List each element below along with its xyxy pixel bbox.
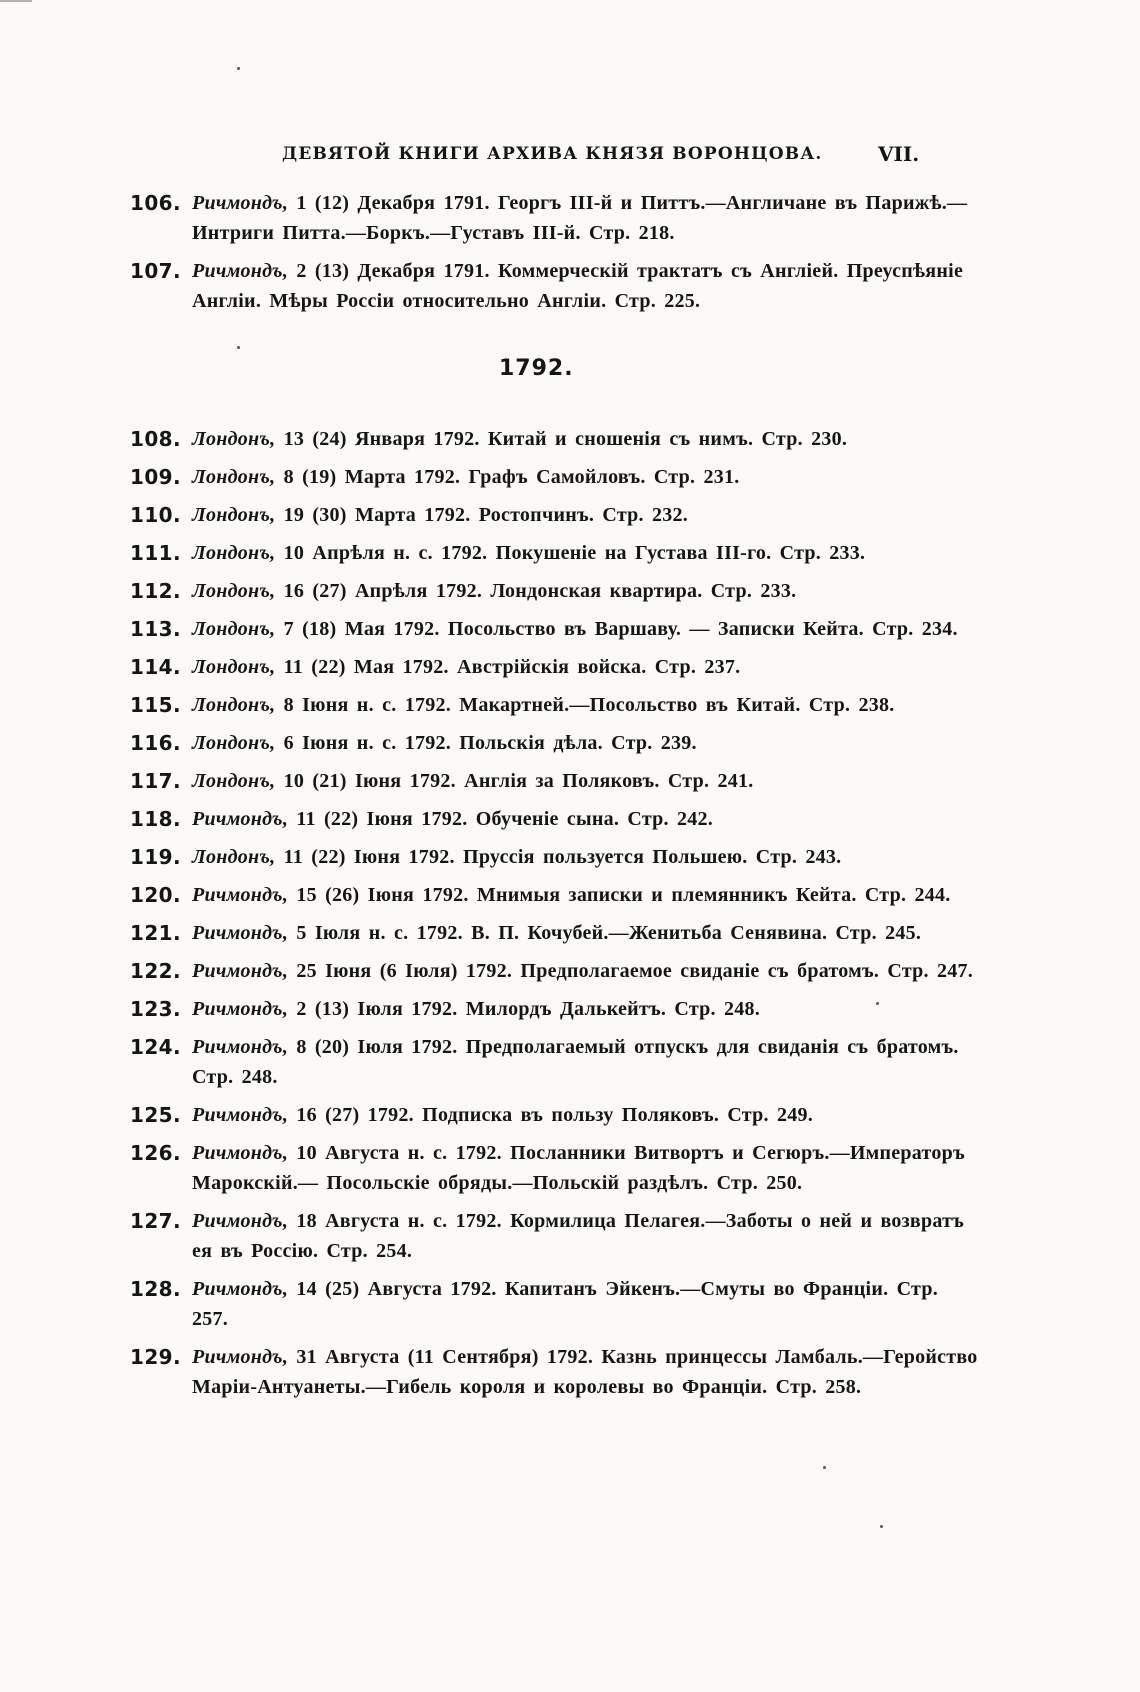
page-number: VII. (878, 142, 920, 166)
index-entry (130, 462, 980, 492)
entry-place: Лондонъ, (192, 618, 276, 640)
index-entry (130, 804, 980, 834)
entry-description: 2 (13) Декабря 1791. Коммерческій трактатъ съ Англіей. Преуспѣяніе Англіи. Мѣры Россіи относительно Англіи. Стр. 225. (192, 260, 964, 312)
entry-number: 116. (130, 731, 181, 755)
entry-place: Ричмондъ, (192, 260, 289, 282)
index-entry (130, 188, 980, 248)
entry-place: Лондонъ, (192, 580, 276, 602)
index-entry (130, 728, 980, 758)
entry-place: Лондонъ, (192, 504, 276, 526)
entry-description: 10 Апрѣля н. с. 1792. Покушеніе на Густава III-го. Стр. 233. (283, 542, 866, 564)
entry-description: 8 (20) Іюля 1792. Предполагаемый отпускъ для свиданія съ братомъ. Стр. 248. (192, 1036, 959, 1088)
entry-number: 125. (130, 1103, 181, 1127)
index-entry (130, 538, 980, 568)
index-entry (130, 1032, 980, 1092)
entry-description: 1 (12) Декабря 1791. Георгъ III-й и Питтъ.—Англичане въ Парижѣ.—Интриги Питта.—Боркъ.—Густавъ III-й. Стр. 218. (192, 192, 968, 244)
entry-description: 11 (22) Іюня 1792. Обученіе сына. Стр. 242. (296, 808, 714, 830)
entry-place: Ричмондъ, (192, 808, 289, 830)
entry-number: 122. (130, 959, 181, 983)
entry-number: 110. (130, 503, 181, 527)
scan-speck (876, 1002, 879, 1005)
entry-number: 106. (130, 191, 181, 215)
index-entry (130, 956, 980, 986)
entry-place: Ричмондъ, (192, 922, 289, 944)
entry-description: 6 Іюня н. с. 1792. Польскія дѣла. Стр. 239. (283, 732, 697, 754)
entry-description: 31 Августа (11 Сентября) 1792. Казнь принцессы Ламбаль.—Геройство Маріи-Антуанеты.—Гибель короля и королевы во Франціи. Стр. 258. (192, 1346, 978, 1398)
entry-number: 118. (130, 807, 181, 831)
entry-number: 115. (130, 693, 181, 717)
entry-description: 11 (22) Мая 1792. Австрійскія войска. Стр. 237. (283, 656, 741, 678)
index-entry (130, 842, 980, 872)
entry-number: 108. (130, 427, 181, 451)
index-entry (130, 614, 980, 644)
entry-description: 10 (21) Іюня 1792. Англія за Поляковъ. Стр. 241. (283, 770, 754, 792)
entry-number: 107. (130, 259, 181, 283)
entry-number: 121. (130, 921, 181, 945)
entry-place: Ричмондъ, (192, 960, 289, 982)
entry-number: 111. (130, 541, 181, 565)
index-entry (130, 994, 980, 1024)
running-title: ДЕВЯТОЙ КНИГИ АРХИВА КНЯЗЯ ВОРОНЦОВА. (282, 144, 823, 164)
index-entry (130, 1342, 980, 1402)
entry-place: Ричмондъ, (192, 1346, 289, 1368)
entry-place: Ричмондъ, (192, 884, 289, 906)
entry-description: 19 (30) Марта 1792. Ростопчинъ. Стр. 232. (283, 504, 689, 526)
entry-description: 8 Іюня н. с. 1792. Макартней.—Посольство въ Китай. Стр. 238. (283, 694, 895, 716)
index-entry (130, 1100, 980, 1130)
entry-description: 25 Іюня (6 Іюля) 1792. Предполагаемое свиданіе съ братомъ. Стр. 247. (296, 960, 974, 982)
entry-number: 129. (130, 1345, 181, 1369)
entry-list-1792 (130, 424, 980, 1410)
entry-description: 8 (19) Марта 1792. Графъ Самойловъ. Стр. 231. (283, 466, 740, 488)
entry-number: 113. (130, 617, 181, 641)
entry-number: 126. (130, 1141, 181, 1165)
index-entry (130, 880, 980, 910)
entry-number: 120. (130, 883, 181, 907)
index-entry (130, 1206, 980, 1266)
entry-number: 109. (130, 465, 181, 489)
index-entry (130, 690, 980, 720)
index-entry (130, 576, 980, 606)
entry-description: 7 (18) Мая 1792. Посольство въ Варшаву. — Записки Кейта. Стр. 234. (283, 618, 958, 640)
index-entry (130, 652, 980, 682)
entry-place: Лондонъ, (192, 542, 276, 564)
entry-number: 128. (130, 1277, 181, 1301)
scan-speck (880, 1525, 883, 1528)
entry-number: 123. (130, 997, 181, 1021)
entry-description: 16 (27) Апрѣля 1792. Лондонская квартира. Стр. 233. (283, 580, 797, 602)
entry-description: 18 Августа н. с. 1792. Кормилица Пелагея.—Заботы о ней и возвратъ ея въ Россію. Стр. 254. (192, 1210, 965, 1262)
entry-place: Лондонъ, (192, 428, 276, 450)
entry-number: 124. (130, 1035, 181, 1059)
entry-description: 15 (26) Іюня 1792. Мнимыя записки и племянникъ Кейта. Стр. 244. (296, 884, 951, 906)
scan-speck (823, 1466, 826, 1469)
entry-place: Ричмондъ, (192, 1210, 289, 1232)
entry-place: Лондонъ, (192, 694, 276, 716)
entry-description: 13 (24) Января 1792. Китай и сношенія съ нимъ. Стр. 230. (283, 428, 848, 450)
index-entry (130, 424, 980, 454)
entry-place: Лондонъ, (192, 732, 276, 754)
entry-description: 11 (22) Іюня 1792. Пруссія пользуется Польшею. Стр. 243. (283, 846, 842, 868)
entry-description: 10 Августа н. с. 1792. Посланники Витвортъ и Сегюръ.—Императоръ Марокскій.— Посольскіе обряды.—Польскій раздѣлъ. Стр. 250. (192, 1142, 965, 1194)
entry-number: 117. (130, 769, 181, 793)
entry-place: Ричмондъ, (192, 1036, 289, 1058)
entry-list-1791 (130, 188, 980, 324)
index-entry (130, 918, 980, 948)
entry-place: Лондонъ, (192, 656, 276, 678)
entry-description: 16 (27) 1792. Подписка въ пользу Поляковъ. Стр. 249. (296, 1104, 813, 1126)
entry-place: Ричмондъ, (192, 192, 289, 214)
entry-description: 2 (13) Іюля 1792. Милордъ Далькейтъ. Стр. 248. (296, 998, 761, 1020)
scan-speck (237, 346, 240, 349)
entry-place: Лондонъ, (192, 770, 276, 792)
entry-number: 112. (130, 579, 181, 603)
scan-speck (237, 67, 240, 70)
entry-number: 114. (130, 655, 181, 679)
entry-description: 5 Іюля н. с. 1792. В. П. Кочубей.—Женитьба Сенявина. Стр. 245. (296, 922, 922, 944)
entry-place: Ричмондъ, (192, 1104, 289, 1126)
index-entry (130, 500, 980, 530)
entry-description: 14 (25) Августа 1792. Капитанъ Эйкенъ.—Смуты во Франціи. Стр. 257. (192, 1278, 938, 1330)
entry-number: 119. (130, 845, 181, 869)
index-entry (130, 766, 980, 796)
year-heading-1792: 1792. (499, 356, 574, 381)
entry-number: 127. (130, 1209, 181, 1233)
index-entry (130, 1274, 980, 1334)
entry-place: Ричмондъ, (192, 1142, 289, 1164)
index-entry (130, 256, 980, 316)
entry-place: Лондонъ, (192, 466, 276, 488)
entry-place: Лондонъ, (192, 846, 276, 868)
entry-place: Ричмондъ, (192, 998, 289, 1020)
entry-place: Ричмондъ, (192, 1278, 289, 1300)
index-entry (130, 1138, 980, 1198)
